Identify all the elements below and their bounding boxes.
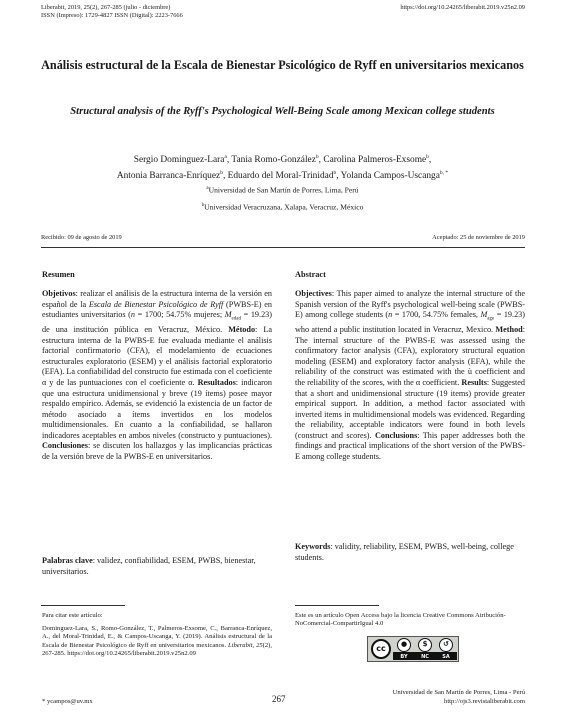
author-affiliation-mark: b xyxy=(315,154,319,160)
conclusions-label: Conclusiones xyxy=(42,441,88,451)
body-text: : realizar el análisis de la estructura interna de la versión en español de la xyxy=(42,289,272,309)
issn-line: ISSN (Impreso): 1729-4827 ISSN (Digital): 2223-7666 xyxy=(41,12,183,19)
body-text: = 19.23) de una institución pública en Veracruz, México. xyxy=(42,310,272,335)
affiliation-mark: a xyxy=(206,186,209,191)
journal-url[interactable]: http://ojs3.revistaliberabit.com xyxy=(444,698,525,705)
footnote-rule xyxy=(295,605,379,606)
author-affiliation-mark: b xyxy=(220,170,223,177)
author-name: Tania Romo-González xyxy=(231,155,316,166)
cc-by-label: BY xyxy=(400,654,408,660)
cc-sa-label: SA xyxy=(442,654,450,660)
author-name: Antonia Barranca-Enríquez xyxy=(116,171,221,182)
body-text: : se discuten los hallazgos y las implicancias prácticas de la versión breve de la PWBS-E en universitarios. xyxy=(42,441,272,461)
stat-symbol: n xyxy=(130,310,135,320)
author-list: Sergio Dominguez-Lara$^a$, Tania Romo-González$^b$, Carolina Palmeros-Exsome$^b$, Antonia Barranca-Enríquez$^b$, Eduardo del Moral-Trinidad$^b$, Yolanda Campos-Uscanga$^{b, *}$ xyxy=(116,154,449,182)
affiliation-text: Universidad de San Martín de Porres, Lima, Perú xyxy=(208,185,359,195)
conclusions-label: Conclusions xyxy=(374,430,418,440)
keywords-label: Palabras clave xyxy=(42,556,93,565)
author-affiliation-mark: a xyxy=(224,154,227,160)
author-name: Eduardo del Moral-Trinidad xyxy=(227,171,334,182)
stat-symbol: M xyxy=(480,310,488,320)
author-affiliation-mark: b xyxy=(333,170,337,177)
affiliation-a xyxy=(40,184,525,196)
affiliation-mark: b xyxy=(201,203,205,208)
resumen-heading: Resumen xyxy=(42,270,75,279)
title-english: Structural analysis of the Ryff's Psychological Well-Being Scale among Mexican college students xyxy=(70,106,495,117)
author-affiliation-mark: b, * xyxy=(439,170,449,177)
body-text: : This paper aimed to analyze the internal structure of the Spanish version of the Ryff's psychological well-being scale (PWBS-E) among college students ( xyxy=(295,289,525,320)
cc-icon: cc xyxy=(371,639,391,659)
body-text: = 1700; 54.75% mujeres; xyxy=(134,310,225,320)
author-name: Sergio Dominguez-Lara xyxy=(133,155,225,166)
citation-body: (2), 267-285. https://doi.org/10.24265/liberabit.2019.v25n2.09 xyxy=(42,641,273,657)
share-alike-icon: ↺ xyxy=(439,638,453,652)
person-icon: ● xyxy=(397,638,411,652)
journal-header-line: Liberabit, 2019, 25(2), 267-285 (julio - diciembre) xyxy=(41,4,171,11)
method-label: Método xyxy=(228,325,256,335)
author-name: Carolina Palmeros-Exsome xyxy=(323,155,427,166)
body-text: : This paper addresses both the findings and practical implications of the short version of the PWBS-E among college students. xyxy=(295,430,525,461)
title-spanish: Análisis estructural de la Escala de Bienestar Psicológico de Ryff en universitarios mexicanos xyxy=(41,58,524,72)
cc-nc-label: NC xyxy=(421,654,429,660)
stat-subscript: age xyxy=(487,316,495,322)
body-text: (PWBS-E) en estudiantes universitarios ( xyxy=(42,299,272,320)
palabras-clave xyxy=(42,556,272,577)
method-label: Method xyxy=(495,325,523,335)
citation-text xyxy=(42,625,272,658)
abstract-body xyxy=(295,289,525,462)
body-text: : La estructura interna de la PWBS-E fue evaluada mediante el análisis factorial confirmatorio (CFA), el modelamiento de ecuaciones estructurales exploratorio (ESEM) y el análisis factorial exploratorio (EFA). La confiabilidad del constructo fue estimada con el coeficiente α y de las puntuaciones con el coeficiente α. xyxy=(42,325,272,388)
citation-label: Para citar este artículo: xyxy=(42,612,103,619)
publisher-name: Universidad de San Martín de Porres, Lima - Perú xyxy=(392,689,525,696)
citation-journal: Liberabit, 25 xyxy=(227,641,263,649)
body-text: : The internal structure of the PWBS-E was assessed using the confirmatory factor analysis (CFA), exploratory structural equation modeling (ESEM) and exploratory factor analysis (EFA), while the reliability of the construct was estimated with the ù coefficient and the reliability of the scores, with the α coefficient. xyxy=(295,325,525,388)
author-name: Yolanda Campos-Uscanga xyxy=(340,171,440,182)
body-text: : indicaron que una estructura unidimensional y breve (19 ítems) posee mayor respaldo empírico. Además, se evidenció la existencia de un factor de método asociado a ítems invertidos en los modelos multidimensionales. En cuanto a la confiabilidad, se hallaron indicadores aceptables en ambos niveles (constructo y puntuaciones). xyxy=(42,378,272,440)
results-label: Results xyxy=(461,378,487,388)
accepted-date: Aceptado: 25 de noviembre de 2019 xyxy=(432,234,525,241)
divider xyxy=(41,247,525,248)
keywords-label: Keywords xyxy=(295,542,331,551)
body-text: = 1700, 54.75% females, xyxy=(392,310,481,320)
results-label: Resultados xyxy=(197,378,236,388)
objectives-label: Objectives xyxy=(295,289,332,298)
creative-commons-badge[interactable] xyxy=(367,636,459,662)
page-number: 267 xyxy=(272,694,286,704)
no-dollar-icon: $ xyxy=(418,638,432,652)
corresponding-email[interactable]: * ycampos@uv.mx xyxy=(42,698,93,705)
stat-symbol: n xyxy=(388,310,393,320)
keywords-text: : validez, confiabilidad, ESEM, PWBS, bienestar, universitarios. xyxy=(42,556,256,576)
doi-link[interactable]: https://doi.org/10.24265/liberabit.2019.v25n2.09 xyxy=(400,4,525,11)
stat-subscript: edad xyxy=(231,316,241,322)
stat-symbol: M xyxy=(224,310,232,320)
footnote-rule xyxy=(41,605,125,606)
body-text: : Suggested that a short and unidimensional structure (19 items) provide greater empirical support. In addition, a method factor associated with inverted items in multidimensional models was evidenced. Regarding the reliability, acceptable indicators were found in both levels (construct and scores). xyxy=(295,378,525,440)
objectives-label: Objetivos xyxy=(42,289,76,298)
keywords xyxy=(295,542,525,563)
license-text: Este es un artículo Open Access bajo la licencia Creative Commons Atribución-NoComercial-CompartirIgual 4.0 xyxy=(295,612,506,628)
abstract-heading: Abstract xyxy=(295,270,326,279)
affiliation-b xyxy=(40,201,525,213)
citation-body: Dominguez-Lara, S., Romo-González, T., Palmeros-Exsome, C., Barranca-Enríquez, A., del Moral-Trinidad, E., & Campos-Uscanga, Y. (2019). Análisis estructural de la Escala de Bienestar Psicológico de Ryff en universitarios mexicanos. xyxy=(42,625,272,649)
author-affiliation-mark: b xyxy=(426,154,429,160)
received-date: Recibido: 09 de agosto de 2019 xyxy=(41,234,122,241)
scale-name: Escala de Bienestar Psicológico de Ryff xyxy=(88,299,224,309)
resumen-body xyxy=(42,289,272,462)
keywords-text: : validity, reliability, ESEM, PWBS, well-being, college students. xyxy=(295,542,514,562)
body-text: = 19.23) who attend a public institution located in Veracruz, Mexico. xyxy=(295,310,525,335)
affiliation-text: Universidad Veracruzana, Xalapa, Veracruz, México xyxy=(204,202,364,212)
